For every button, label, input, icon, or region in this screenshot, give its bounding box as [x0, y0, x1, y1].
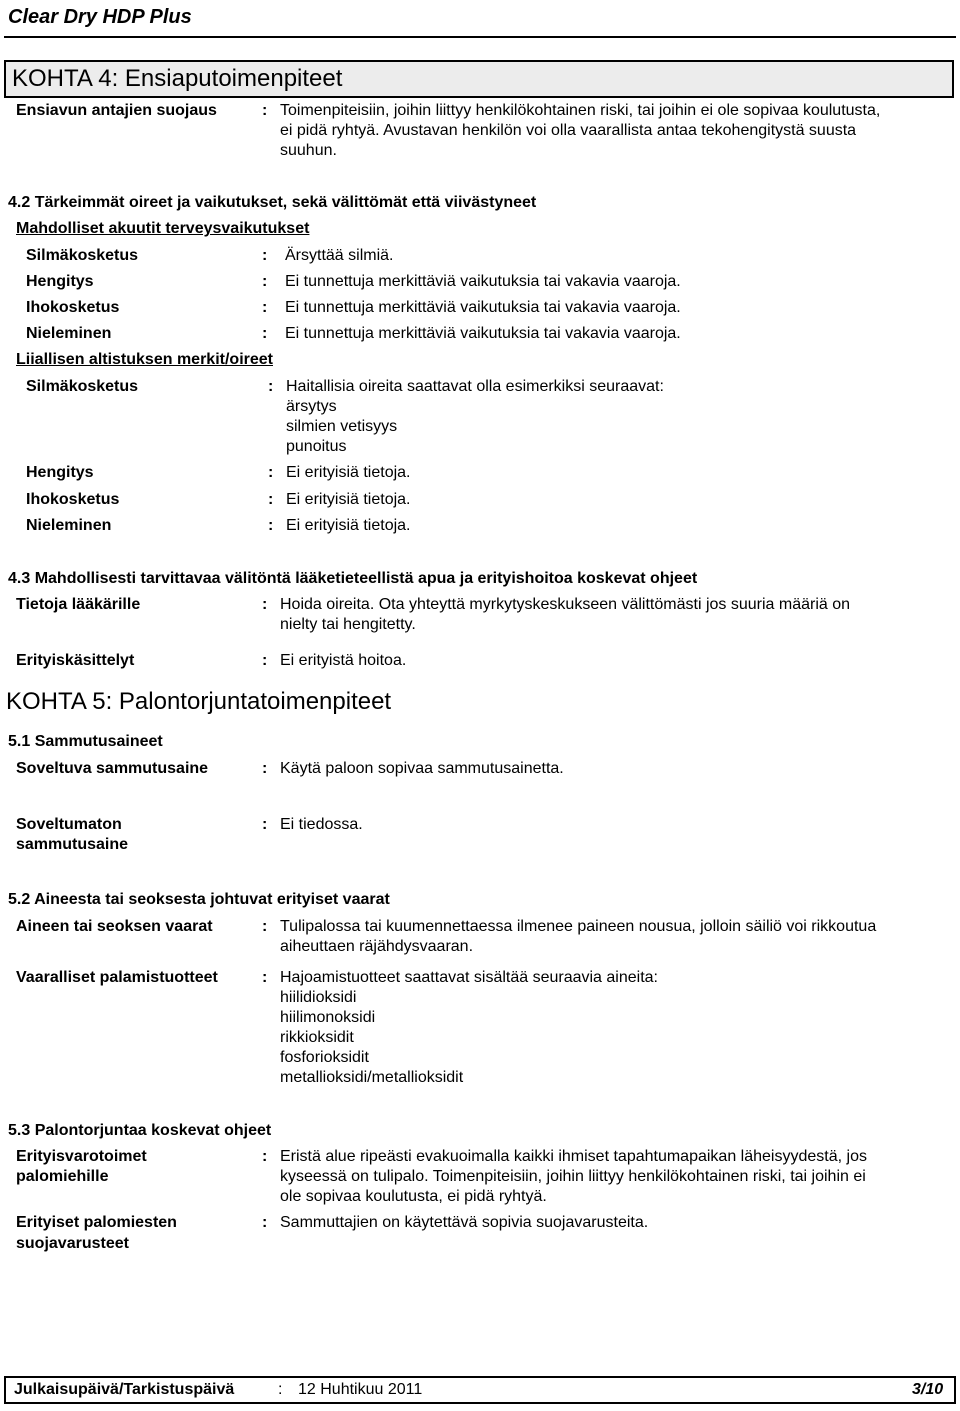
subsection-4-2-title: 4.2 Tärkeimmät oireet ja vaikutukset, sekä välittömät että viivästyneet [8, 194, 537, 211]
special-treatment-value: Ei erityistä hoitoa. [280, 652, 407, 669]
rescuer-label: Ensiavun antajien suojaus [16, 102, 217, 119]
acute-inhalation-value: Ei tunnettuja merkittäviä vaikutuksia tai vakavia vaaroja. [285, 273, 681, 290]
section-4-title: KOHTA 4: Ensiaputoimenpiteet [12, 65, 343, 92]
doctor-text-1: Hoida oireita. Ota yhteyttä myrkytyskeskukseen välittömästi jos suuria määriä on [280, 596, 851, 613]
firefighter-precautions-text-3: ole sopivaa koulutusta, ei pidä ryhtyä. [280, 1188, 547, 1205]
hazards-text-1: Tulipalossa tai kuumennettaessa ilmenee paineen nousua, jolloin säiliö voi rikkoutua [280, 918, 877, 935]
colon: : [262, 1148, 268, 1165]
combustion-product-item: hiilimonoksidi [280, 1009, 376, 1026]
overexposure-eye-item: silmien vetisyys [286, 418, 398, 435]
acute-inhalation-label: Hengitys [26, 273, 94, 290]
acute-eye-value: Ärsyttää silmiä. [285, 247, 394, 264]
overexposure-eye-item: ärsytys [286, 398, 337, 415]
subsection-5-3-title: 5.3 Palontorjuntaa koskevat ohjeet [8, 1122, 272, 1139]
overexposure-eye-item: punoitus [286, 438, 347, 455]
combustion-products-text: Hajoamistuotteet saattavat sisältää seuraavia aineita: [280, 969, 658, 986]
acute-eye-label: Silmäkosketus [26, 247, 139, 264]
protective-equipment-value: Sammuttajien on käytettävä sopivia suojavarusteita. [280, 1214, 649, 1231]
footer-date-value: 12 Huhtikuu 2011 [298, 1381, 423, 1398]
subsection-5-1-title: 5.1 Sammutusaineet [8, 733, 163, 750]
overexposure-title: Liiallisen altistuksen merkit/oireet [16, 351, 273, 368]
combustion-product-item: rikkioksidit [280, 1029, 354, 1046]
colon: : [262, 1214, 268, 1231]
colon: : [262, 918, 268, 935]
colon: : [268, 378, 274, 395]
firefighter-precautions-label: Erityisvarotoimet [16, 1148, 147, 1165]
colon: : [262, 652, 268, 669]
firefighter-precautions-text-1: Eristä alue ripeästi evakuoimalla kaikki ihmiset tapahtumapaikan läheisyydestä, jos [280, 1148, 867, 1165]
firefighter-precautions-label: palomiehille [16, 1168, 109, 1185]
overexposure-ingestion-value: Ei erityisiä tietoja. [286, 517, 411, 534]
section-4-header [4, 60, 954, 98]
overexposure-eye-text: Haitallisia oireita saattavat olla esimerkiksi seuraavat: [286, 378, 664, 395]
hazards-label: Aineen tai seoksen vaarat [16, 918, 213, 935]
acute-skin-value: Ei tunnettuja merkittäviä vaikutuksia tai vakavia vaaroja. [285, 299, 681, 316]
rescuer-text-2: ei pidä ryhtyä. Avustavan henkilön voi olla vaarallista antaa tekohengitystä suusta [280, 122, 857, 139]
acute-ingestion-label: Nieleminen [26, 325, 112, 342]
combustion-product-item: fosforioksidit [280, 1049, 369, 1066]
colon: : [262, 816, 268, 833]
acute-effects-title: Mahdolliset akuutit terveysvaikutukset [16, 220, 310, 237]
header-divider [4, 36, 956, 38]
colon: : [268, 517, 274, 534]
suitable-media-label: Soveltuva sammutusaine [16, 760, 209, 777]
footer-colon: : [278, 1381, 283, 1398]
overexposure-ingestion-label: Nieleminen [26, 517, 112, 534]
rescuer-text-1: Toimenpiteisiin, joihin liittyy henkilökohtainen riski, tai joihin ei ole sopivaa koulutusta, [280, 102, 881, 119]
overexposure-eye-label: Silmäkosketus [26, 378, 139, 395]
unsuitable-media-label: sammutusaine [16, 836, 129, 853]
colon: : [262, 247, 268, 264]
product-name: Clear Dry HDP Plus [8, 6, 192, 28]
colon: : [268, 491, 274, 508]
hazards-text-2: aiheuttaen räjähdysvaaran. [280, 938, 474, 955]
colon: : [268, 464, 274, 481]
footer-date-label: Julkaisupäivä/Tarkistuspäivä [14, 1381, 235, 1398]
combustion-products-label: Vaaralliset palamistuotteet [16, 969, 218, 986]
colon: : [262, 325, 268, 342]
doctor-text-2: nielty tai hengitetty. [280, 616, 416, 633]
unsuitable-media-value: Ei tiedossa. [280, 816, 363, 833]
subsection-5-2-title: 5.2 Aineesta tai seoksesta johtuvat erityiset vaarat [8, 891, 390, 908]
subsection-4-3-title: 4.3 Mahdollisesti tarvittavaa välitöntä lääketieteellistä apua ja erityishoitoa koskevat ohjeet [8, 570, 698, 587]
combustion-product-item: hiilidioksidi [280, 989, 357, 1006]
special-treatment-label: Erityiskäsittelyt [16, 652, 135, 669]
combustion-product-item: metallioksidi/metallioksidit [280, 1069, 464, 1086]
overexposure-inhalation-label: Hengitys [26, 464, 94, 481]
protective-equipment-label: suojavarusteet [16, 1235, 129, 1252]
colon: : [262, 102, 268, 119]
colon: : [262, 596, 268, 613]
overexposure-skin-value: Ei erityisiä tietoja. [286, 491, 411, 508]
footer-page-number: 3/10 [912, 1381, 944, 1398]
unsuitable-media-label: Soveltumaton [16, 816, 122, 833]
protective-equipment-label: Erityiset palomiesten [16, 1214, 177, 1231]
doctor-label: Tietoja lääkärille [16, 596, 141, 613]
colon: : [262, 273, 268, 290]
colon: : [262, 299, 268, 316]
suitable-media-value: Käytä paloon sopivaa sammutusainetta. [280, 760, 564, 777]
rescuer-text-3: suuhun. [280, 142, 337, 159]
acute-skin-label: Ihokosketus [26, 299, 120, 316]
firefighter-precautions-text-2: kyseessä on tulipalo. Toimenpiteisiin, joihin liittyy henkilökohtainen riski, tai joihin ei [280, 1168, 866, 1185]
section-5-title: KOHTA 5: Palontorjuntatoimenpiteet [6, 688, 392, 715]
acute-ingestion-value: Ei tunnettuja merkittäviä vaikutuksia tai vakavia vaaroja. [285, 325, 681, 342]
colon: : [262, 969, 268, 986]
colon: : [262, 760, 268, 777]
overexposure-skin-label: Ihokosketus [26, 491, 120, 508]
overexposure-inhalation-value: Ei erityisiä tietoja. [286, 464, 411, 481]
